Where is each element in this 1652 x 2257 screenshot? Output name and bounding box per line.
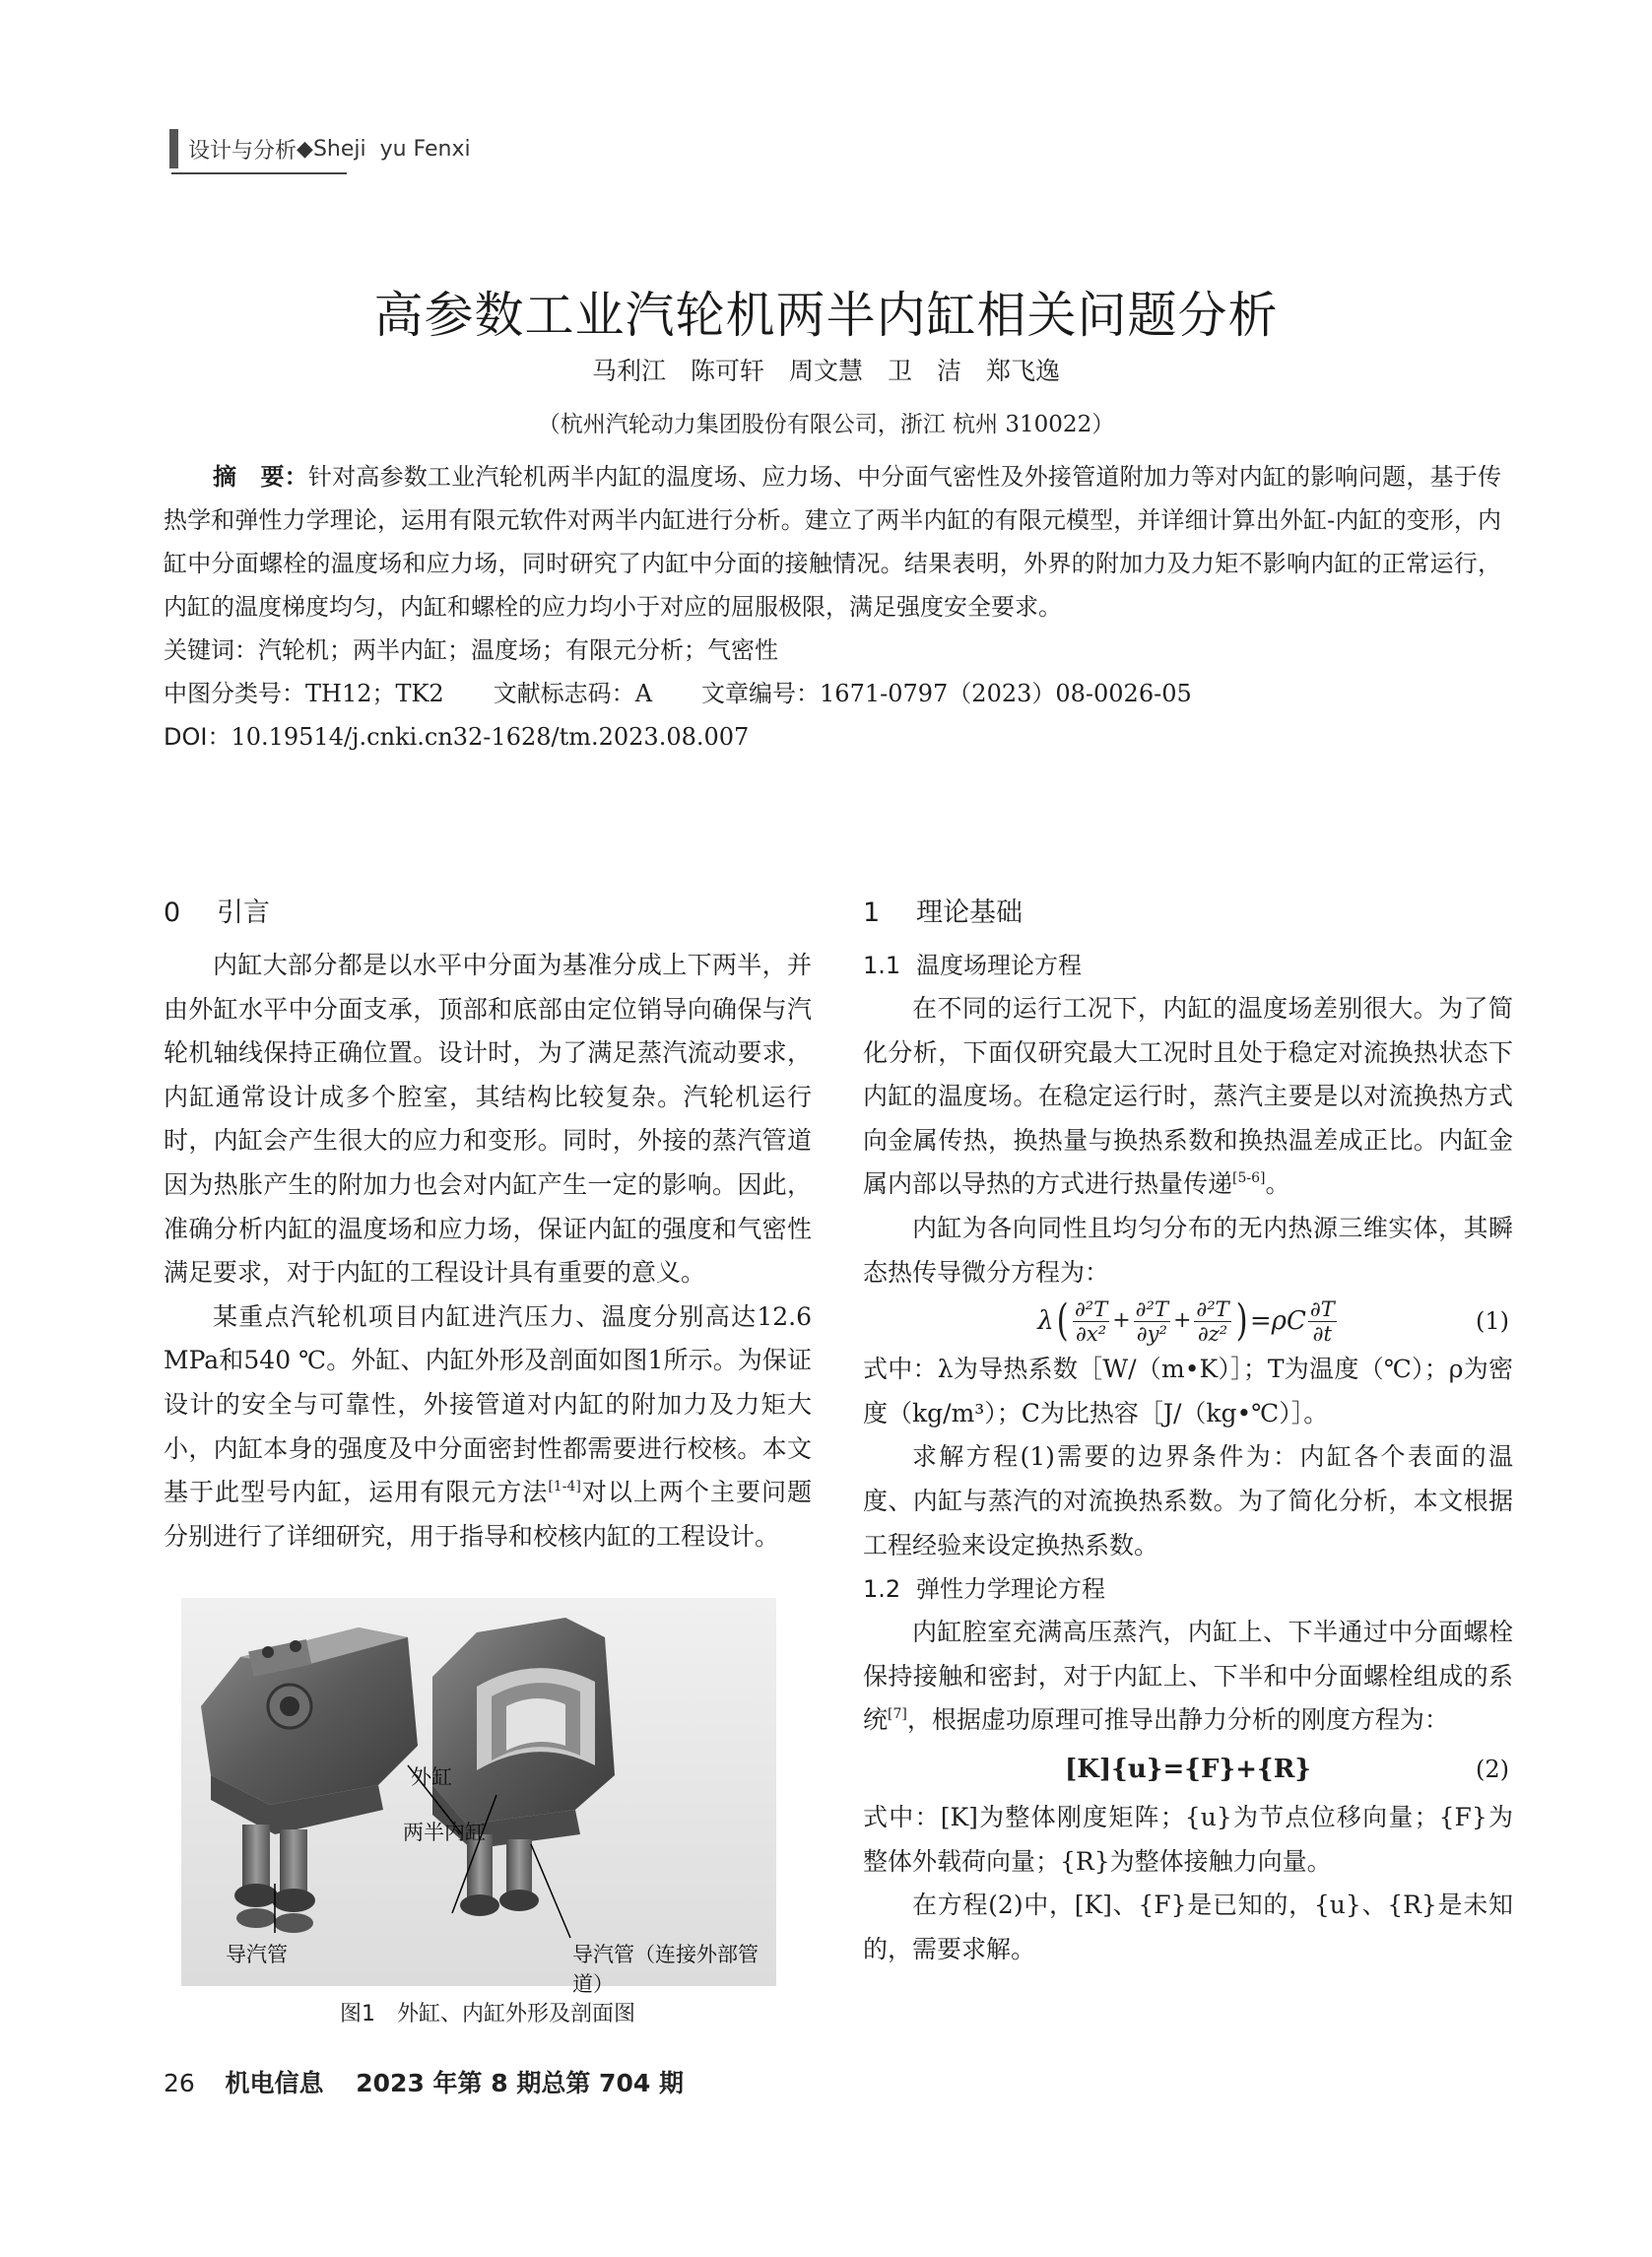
article-title: 高参数工业汽轮机两半内缸相关问题分析 (373, 287, 1279, 344)
section-1-2-number: 1.2 (863, 1575, 901, 1604)
section-1-2-title: 弹性力学理论方程 (916, 1575, 1105, 1604)
article-no-label: 文章编号： (701, 680, 821, 707)
equation-2-expression: [K]{u}={F}+{R} (1064, 1754, 1312, 1784)
turbine-casing-illustration (181, 1598, 776, 1986)
doc-code-value: A (634, 680, 653, 707)
abstract-label: 摘 要： (213, 463, 308, 491)
article-no-value: 1671-0797（2023）08-0026-05 (820, 680, 1192, 707)
header-marker-bar (169, 129, 178, 168)
eq1-term-y-num: ∂²T (1135, 1296, 1168, 1321)
keywords-line (164, 629, 1501, 672)
figure-label-inner-casing: 两半内缸 (403, 1821, 486, 1844)
running-header (169, 124, 471, 173)
article-affiliation: （杭州汽轮动力集团股份有限公司，浙江 杭州 310022） (537, 412, 1115, 437)
header-underline (171, 172, 347, 174)
article-authors: 马利江 陈可轩 周文慧 卫 洁 郑飞逸 (591, 357, 1060, 385)
section-1-heading (863, 898, 1513, 928)
eq1-term-z-den: ∂z² (1197, 1321, 1228, 1346)
section-1-2-heading (863, 1567, 1513, 1611)
doi-value: 10.19514/j.cnki.cn32-1628/tm.2023.08.007 (231, 723, 750, 751)
section-1-2-paragraph-3: 在方程(2)中，[K]、{F}是已知的，{u}、{R}是未知的，需要求解。 (863, 1891, 1513, 1963)
section-0-paragraph-2-text-b: 对以上两个主要问题分别进行了详细研究，用于指导和校核内缸的工程设计。 (164, 1478, 812, 1551)
eq1-term-x (1073, 1297, 1109, 1346)
section-1-1-number: 1.1 (863, 952, 901, 979)
eq1-term-y-den: ∂y² (1136, 1321, 1167, 1346)
page-number: 26 (164, 2069, 195, 2097)
eq1-left-paren: ( (1056, 1294, 1069, 1346)
section-1-1-paragraph-2: 内缸为各向同性且均匀分布的无内热源三维实体，其瞬态热传导微分方程为： (863, 1213, 1513, 1287)
header-section-pinyin: Sheji yu Fenxi (312, 136, 471, 162)
journal-issue: 2023 年第 8 期总第 704 期 (356, 2069, 684, 2097)
doi-line (164, 715, 1501, 759)
abstract-paragraph (164, 455, 1501, 629)
section-1-1-heading (863, 944, 1513, 987)
citation-1-4: [1-4] (548, 1479, 581, 1495)
citation-5-6: [5-6] (1232, 1170, 1266, 1187)
clc-value: TH12；TK2 (305, 680, 444, 707)
section-1-2-paragraph-1 (863, 1611, 1513, 1743)
abstract-text: 针对高参数工业汽轮机两半内缸的温度场、应力场、中分面气密性及外接管道附加力等对内缸的影响问题，基于传热学和弹性力学理论，运用有限元软件对两半内缸进行分析。建立了两半内缸的有限元模型，并详细计算出外缸-内缸的变形，内缸中分面螺栓的温度场和应力场，同时研究了内缸中分面的接触情况。结果表明，外界的附加力及力矩不影响内缸的正常运行，内缸的温度梯度均匀，内缸和螺栓的应力均小于对应的屈服极限，满足强度安全要求。 (164, 463, 1501, 621)
section-1-1-paragraph-1-text-a: 在不同的运行工况下，内缸的温度场差别很大。为了简化分析，下面仅研究最大工况时且处于稳定对流换热状态下内缸的温度场。在稳定运行时，蒸汽主要是以对流换热方式向金属传热，换热量与换热系数和换热温差成正比。内缸金属内部以导热的方式进行热量传递 (863, 994, 1513, 1199)
eq1-term-y (1134, 1297, 1170, 1346)
eq1-term-x-den: ∂x² (1076, 1321, 1107, 1346)
eq1-lambda: λ (1037, 1305, 1054, 1336)
eq1-term-t-num: ∂T (1309, 1296, 1335, 1321)
section-1-2-paragraph-1-text-b: ，根据虚功原理可推导出静力分析的刚度方程为： (906, 1705, 1449, 1735)
figure-label-outer-casing: 外缸 (411, 1765, 452, 1789)
section-1-1-paragraph-3: 式中：λ为导热系数［W/（m•K）］；T为温度（℃）；ρ为密度（kg/m³）；C为比热容［J/（kg•℃）］。 (863, 1355, 1513, 1427)
section-1-title: 理论基础 (916, 897, 1023, 928)
section-1-1-title: 温度场理论方程 (916, 952, 1082, 979)
section-0-heading (164, 898, 812, 928)
eq1-term-x-num: ∂²T (1074, 1296, 1108, 1321)
section-1-1-paragraph-1-text-b: 。 (1265, 1169, 1290, 1199)
eq1-term-t-den: ∂t (1312, 1321, 1332, 1346)
eq1-rhs: =ρC (1249, 1305, 1306, 1336)
section-1-number: 1 (863, 897, 881, 928)
equation-2-number: (2) (1476, 1755, 1509, 1783)
figure-1-caption: 图1 外缸、内缸外形及剖面图 (340, 2002, 635, 2026)
section-1-2-paragraph-1-text-a: 内缸腔室充满高压蒸汽，内缸上、下半通过中分面螺栓保持接触和密封，对于内缸上、下半和中分面螺栓组成的系统 (863, 1618, 1513, 1735)
page-footer (164, 2064, 684, 2099)
section-1-1-paragraph-4: 求解方程(1)需要的边界条件为：内缸各个表面的温度、内缸与蒸汽的对流换热系数。为了简化分析，本文根据工程经验来设定换热系数。 (863, 1442, 1513, 1560)
eq1-term-z-num: ∂²T (1196, 1296, 1229, 1321)
section-0-title: 引言 (217, 897, 270, 928)
figure-label-steam-pipe-right: 导汽管（连接外部管道） (572, 1943, 759, 1996)
figure-1-image (181, 1598, 776, 1996)
citation-7: [7] (888, 1706, 907, 1723)
right-column (863, 898, 1513, 1971)
section-0-paragraph-2-text-a: 某重点汽轮机项目内缸进汽压力、温度分别高达12.6 MPa和540 ℃。外缸、内缸外形及剖面如图1所示。为保证设计的安全与可靠性，外接管道对内缸的附加力及力矩大小，内缸本身的强度及中分面密封性都需要进行校核。本文基于此型号内缸，运用有限元方法 (164, 1301, 812, 1507)
clc-label: 中图分类号： (164, 680, 305, 707)
diamond-icon: ◆ (297, 136, 313, 162)
journal-name: 机电信息 (225, 2069, 324, 2097)
section-1-1-paragraph-1 (863, 987, 1513, 1207)
keywords-text: 汽轮机；两半内缸；温度场；有限元分析；气密性 (258, 636, 778, 664)
eq1-plus-1: + (1112, 1307, 1131, 1333)
section-1-2-paragraph-2: 式中：[K]为整体刚度矩阵；{u}为节点位移向量；{F}为整体外载荷向量；{R}为整体接触力向量。 (863, 1802, 1513, 1876)
doc-code-label: 文献标志码： (493, 680, 635, 707)
eq1-plus-2: + (1172, 1307, 1192, 1333)
section-0-paragraph-2 (164, 1295, 812, 1560)
header-section: 设计与分析 (188, 138, 297, 164)
equation-1 (863, 1294, 1513, 1348)
eq1-term-z (1194, 1297, 1230, 1346)
equation-1-number: (1) (1476, 1306, 1509, 1335)
eq1-term-t (1308, 1297, 1337, 1346)
keywords-label: 关键词： (164, 636, 258, 664)
left-column (164, 898, 812, 1559)
classification-line (164, 672, 1501, 715)
eq1-right-paren: ) (1235, 1294, 1248, 1346)
abstract-block (164, 455, 1501, 759)
doi-label: DOI： (164, 723, 231, 751)
equation-2 (863, 1743, 1513, 1796)
figure-label-steam-pipe-left: 导汽管 (226, 1943, 288, 1966)
section-0-paragraph-1: 内缸大部分都是以水平中分面为基准分成上下两半，并由外缸水平中分面支承，顶部和底部由定位销导向确保与汽轮机轴线保持正确位置。设计时，为了满足蒸汽流动要求，内缸通常设计成多个腔室，其结构比较复杂。汽轮机运行时，内缸会产生很大的应力和变形。同时，外接的蒸汽管道因为热胀产生的附加力也会对内缸产生一定的影响。因此，准确分析内缸的温度场和应力场，保证内缸的强度和气密性满足要求，对于内缸的工程设计具有重要的意义。 (164, 951, 812, 1288)
section-0-number: 0 (164, 897, 181, 928)
